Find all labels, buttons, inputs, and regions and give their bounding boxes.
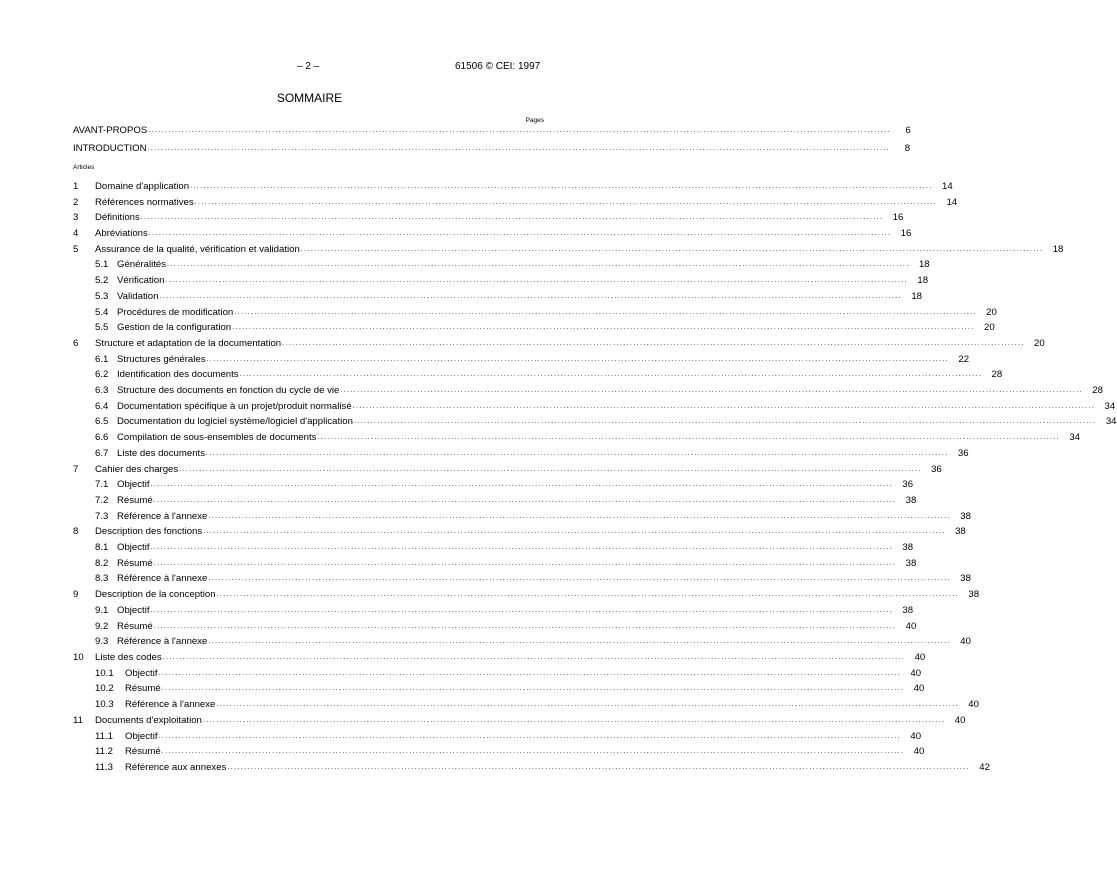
toc-page-number: 14 xyxy=(933,180,953,194)
toc-entry xyxy=(73,400,1116,413)
toc-entry-line xyxy=(95,682,925,696)
toc-entry-text: Description des fonctions xyxy=(95,526,203,537)
toc-leader-dots: .............................................................................................................................................................................................................................. xyxy=(216,591,960,598)
toc-entry-title xyxy=(95,604,151,618)
toc-entry-text: Abréviations xyxy=(95,228,148,239)
toc-entry-title xyxy=(73,124,148,138)
toc-page-number: 38 xyxy=(959,588,979,602)
toc-leader-dots: .............................................................................................................................................................................................................................. xyxy=(208,513,951,520)
toc-page-number: 40 xyxy=(901,667,921,681)
toc-entry-text: Références normatives xyxy=(95,197,194,208)
toc-entry-line xyxy=(95,384,1103,398)
toc-subsection-number: 5.3 xyxy=(95,291,109,302)
toc-entry-text: Objectif xyxy=(117,542,150,553)
toc-subsection-number: 11.2 xyxy=(95,746,113,757)
toc-entry-line xyxy=(95,620,917,634)
toc-entry-title xyxy=(95,431,317,445)
toc-subsection-number: 11.1 xyxy=(95,731,113,742)
toc-entry-title xyxy=(95,620,154,634)
toc-section-number: 4 xyxy=(73,228,79,239)
toc-entry-text: Documents d'exploitation xyxy=(95,715,202,726)
toc-entry xyxy=(73,478,914,491)
toc-entry-line xyxy=(95,494,917,508)
toc-entry-line xyxy=(95,321,995,335)
toc-entry xyxy=(73,745,925,758)
toc-leader-dots: .............................................................................................................................................................................................................................. xyxy=(194,199,938,206)
toc-page-number: 38 xyxy=(893,541,913,555)
toc-subsection-number: 11.3 xyxy=(95,762,113,773)
toc-leader-dots: .............................................................................................................................................................................................................................. xyxy=(165,277,909,284)
toc-entry-text: Objectif xyxy=(125,668,158,679)
toc-entry-line xyxy=(95,447,969,461)
toc-page-number: 34 xyxy=(1095,400,1115,414)
toc-page-number: 42 xyxy=(970,761,990,775)
toc-subsection-number: 7.2 xyxy=(95,495,109,506)
toc-entry-title xyxy=(95,588,217,602)
toc-subsection-number: 10.2 xyxy=(95,683,114,694)
toc-page-number: 40 xyxy=(904,682,924,696)
toc-leader-dots: .............................................................................................................................................................................................................................. xyxy=(162,654,906,661)
toc-subsection-number: 5.1 xyxy=(95,259,109,270)
toc-entry-text: Assurance de la qualité, vérification et validation xyxy=(95,244,300,255)
toc-entry xyxy=(73,525,966,538)
toc-entry-text: Référence aux annexes xyxy=(125,762,227,773)
toc-entry-text: Structure des documents en fonction du cycle de vie xyxy=(117,385,340,396)
toc-subsection-number: 10.1 xyxy=(95,668,114,679)
toc-subsection-number: 8.2 xyxy=(95,558,109,569)
toc-entry xyxy=(73,698,979,711)
toc-entry xyxy=(73,196,958,209)
toc-page-number: 36 xyxy=(893,478,913,492)
toc-entry xyxy=(73,651,926,664)
toc-leader-dots: .............................................................................................................................................................................................................................. xyxy=(216,701,959,708)
toc-entry-text: Domaine d'application xyxy=(95,181,190,192)
toc-leader-dots: .............................................................................................................................................................................................................................. xyxy=(232,324,975,331)
toc-entry-title xyxy=(95,290,159,304)
toc-entry-title xyxy=(95,180,190,194)
toc-entry xyxy=(73,667,922,680)
articles-label: Articles xyxy=(73,164,95,171)
toc-section-number: 2 xyxy=(73,197,79,208)
toc-entry-line xyxy=(95,651,926,665)
toc-page-number: 28 xyxy=(982,368,1002,382)
toc-entry-text: Liste des documents xyxy=(117,448,205,459)
toc-entry xyxy=(73,290,922,303)
toc-page-number: 20 xyxy=(1025,337,1045,351)
toc-entry-text: Généralités xyxy=(117,259,167,270)
toc-entry-line xyxy=(95,463,942,477)
toc-leader-dots: .............................................................................................................................................................................................................................. xyxy=(159,293,902,300)
toc-subsection-number: 7.1 xyxy=(95,479,109,490)
toc-entry-line xyxy=(95,588,980,602)
toc-entry-line xyxy=(95,400,1116,414)
toc-entry-text: Identification des documents xyxy=(117,369,239,380)
toc-entry xyxy=(73,730,922,743)
toc-entry-text: Documentation spécifique à un projet/produit normalisé xyxy=(117,401,352,412)
toc-entry-title xyxy=(95,321,232,335)
toc-entry-line xyxy=(95,180,953,194)
toc-entry-title xyxy=(95,541,151,555)
toc-entry-text: Liste des codes xyxy=(95,652,162,663)
toc-entry-title xyxy=(95,337,282,351)
pages-column-label: Pages xyxy=(525,117,544,124)
toc-entry-line xyxy=(95,227,912,241)
standard-reference-header: 61506 © CEI: 1997 xyxy=(455,61,541,72)
toc-section-number: 11 xyxy=(73,715,83,726)
toc-entry-text: Structure et adaptation de la documentation xyxy=(95,338,282,349)
toc-page-number: 40 xyxy=(905,651,925,665)
toc-entry-line xyxy=(95,572,971,586)
toc-leader-dots: .............................................................................................................................................................................................................................. xyxy=(300,246,1044,253)
toc-entry-title xyxy=(95,745,162,759)
toc-subsection-number: 6.6 xyxy=(95,432,109,443)
toc-entry xyxy=(73,368,1003,381)
toc-entry-title xyxy=(95,651,163,665)
toc-leader-dots: .............................................................................................................................................................................................................................. xyxy=(282,340,1025,347)
toc-page-number: 16 xyxy=(891,227,911,241)
toc-entry-title xyxy=(95,258,167,272)
toc-page-number: 40 xyxy=(951,635,971,649)
toc-entry-text: Référence à l'annexe xyxy=(117,511,208,522)
toc-entry-line xyxy=(95,290,922,304)
toc-page-number: 38 xyxy=(951,572,971,586)
toc-leader-dots: .............................................................................................................................................................................................................................. xyxy=(208,575,951,582)
toc-page-number: 40 xyxy=(901,730,921,744)
toc-entry-title xyxy=(95,698,216,712)
toc-entry-text: Résumé xyxy=(117,495,153,506)
toc-entry-title xyxy=(95,306,234,320)
toc-entry-text: Résumé xyxy=(117,621,153,632)
toc-subsection-number: 6.2 xyxy=(95,369,109,380)
toc-subsection-number: 5.5 xyxy=(95,322,109,333)
toc-page-number: 38 xyxy=(896,557,916,571)
toc-entry xyxy=(73,142,911,155)
toc-entry-line xyxy=(95,510,971,524)
toc-entry-text: Procédures de modification xyxy=(117,307,234,318)
toc-entry xyxy=(73,557,917,570)
toc-leader-dots: .............................................................................................................................................................................................................................. xyxy=(227,764,970,771)
toc-entry-text: Résumé xyxy=(125,746,161,757)
toc-entry-line xyxy=(95,635,971,649)
toc-entry xyxy=(73,180,953,193)
toc-leader-dots: .............................................................................................................................................................................................................................. xyxy=(317,434,1061,441)
toc-entry xyxy=(73,306,997,319)
toc-entry xyxy=(73,353,970,366)
toc-entry xyxy=(73,510,971,523)
toc-entry-text: Compilation de sous-ensembles de documents xyxy=(117,432,317,443)
toc-entry-title xyxy=(95,635,208,649)
toc-entry-text: Définitions xyxy=(95,212,140,223)
toc-leader-dots: .............................................................................................................................................................................................................................. xyxy=(148,230,892,237)
toc-page-number: 40 xyxy=(945,714,965,728)
toc-leader-dots: .............................................................................................................................................................................................................................. xyxy=(140,214,884,221)
toc-entry-title xyxy=(95,557,154,571)
toc-leader-dots: .............................................................................................................................................................................................................................. xyxy=(167,261,910,268)
toc-leader-dots: .............................................................................................................................................................................................................................. xyxy=(150,544,894,551)
toc-subsection-number: 8.3 xyxy=(95,573,109,584)
toc-entry-text: Description de la conception xyxy=(95,589,216,600)
toc-entry xyxy=(73,635,971,648)
toc-subsection-number: 6.4 xyxy=(95,401,109,412)
toc-leader-dots: .............................................................................................................................................................................................................................. xyxy=(208,638,951,645)
toc-page-number: 18 xyxy=(1043,243,1063,257)
toc-entry-title xyxy=(73,142,148,156)
toc-subsection-number: 7.3 xyxy=(95,511,109,522)
toc-entry-title xyxy=(95,211,141,225)
toc-leader-dots: .............................................................................................................................................................................................................................. xyxy=(150,607,894,614)
toc-entry xyxy=(73,227,912,240)
toc-page-number: 14 xyxy=(937,196,957,210)
toc-entry-line xyxy=(95,714,966,728)
toc-entry-text: Référence à l'annexe xyxy=(125,699,216,710)
toc-entry-title xyxy=(95,400,353,414)
toc-subsection-number: 10.3 xyxy=(95,699,114,710)
toc-leader-dots: .............................................................................................................................................................................................................................. xyxy=(153,560,897,567)
page-title: SOMMAIRE xyxy=(276,91,343,105)
toc-page-number: 20 xyxy=(977,306,997,320)
toc-entry-title xyxy=(95,368,240,382)
toc-entry xyxy=(73,761,990,774)
toc-entry-text: Objectif xyxy=(125,731,158,742)
toc-leader-dots: .............................................................................................................................................................................................................................. xyxy=(161,685,905,692)
toc-leader-dots: .............................................................................................................................................................................................................................. xyxy=(353,418,1097,425)
toc-entry xyxy=(73,124,911,137)
toc-entry-line xyxy=(95,306,997,320)
toc-entry-title xyxy=(95,730,159,744)
toc-entry-line xyxy=(95,604,914,618)
toc-entry-title xyxy=(95,243,301,257)
toc-leader-dots: .............................................................................................................................................................................................................................. xyxy=(147,145,891,152)
toc-leader-dots: .............................................................................................................................................................................................................................. xyxy=(158,733,902,740)
toc-entry-text: Objectif xyxy=(117,605,150,616)
toc-entry-title xyxy=(95,384,340,398)
toc-entry-text: Résumé xyxy=(125,683,161,694)
toc-entry-title xyxy=(95,227,149,241)
toc-entry xyxy=(73,620,917,633)
toc-leader-dots: .............................................................................................................................................................................................................................. xyxy=(206,356,950,363)
toc-page-number: 38 xyxy=(896,494,916,508)
toc-section-number: 8 xyxy=(73,526,79,537)
toc-entry-text: Vérification xyxy=(117,275,165,286)
toc-entry xyxy=(73,431,1081,444)
toc-entry-line xyxy=(95,698,979,712)
toc-entry xyxy=(73,243,1064,256)
toc-entry xyxy=(73,494,917,507)
toc-entry-text: Cahier des charges xyxy=(95,464,179,475)
toc-entry xyxy=(73,682,925,695)
toc-entry-line xyxy=(95,243,1064,257)
toc-subsection-number: 6.5 xyxy=(95,416,109,427)
toc-entry-line xyxy=(95,415,1117,429)
toc-entry-line xyxy=(95,730,922,744)
toc-page-number: 18 xyxy=(910,258,930,272)
toc-page-number: 34 xyxy=(1060,431,1080,445)
toc-entry-title xyxy=(95,274,165,288)
toc-entry-line xyxy=(95,353,970,367)
toc-leader-dots: .............................................................................................................................................................................................................................. xyxy=(153,623,897,630)
toc-entry xyxy=(73,447,969,460)
toc-section-number: 7 xyxy=(73,464,79,475)
toc-entry-text: Référence à l'annexe xyxy=(117,636,208,647)
toc-entry-title xyxy=(95,478,151,492)
toc-entry-line xyxy=(95,761,990,775)
toc-page-number: 34 xyxy=(1097,415,1117,429)
toc-leader-dots: .............................................................................................................................................................................................................................. xyxy=(352,403,1096,410)
toc-entry xyxy=(73,572,971,585)
toc-entry-title xyxy=(95,525,203,539)
toc-entry xyxy=(73,321,995,334)
toc-leader-dots: .............................................................................................................................................................................................................................. xyxy=(161,748,905,755)
toc-leader-dots: .............................................................................................................................................................................................................................. xyxy=(203,528,946,535)
toc-leader-dots: .............................................................................................................................................................................................................................. xyxy=(150,481,894,488)
toc-leader-dots: .............................................................................................................................................................................................................................. xyxy=(190,183,933,190)
toc-leader-dots: .............................................................................................................................................................................................................................. xyxy=(239,371,983,378)
toc-leader-dots: .............................................................................................................................................................................................................................. xyxy=(148,127,891,134)
toc-entry-title xyxy=(95,447,206,461)
toc-entry xyxy=(73,463,942,476)
toc-entry-title xyxy=(95,353,207,367)
toc-page-number: 18 xyxy=(908,274,928,288)
toc-page-number: 20 xyxy=(975,321,995,335)
toc-entry-title xyxy=(95,510,208,524)
toc-entry xyxy=(73,588,980,601)
toc-entry xyxy=(73,541,914,554)
toc-entry-line xyxy=(73,124,911,138)
toc-entry xyxy=(73,604,914,617)
toc-entry xyxy=(73,384,1103,397)
toc-page-number: 38 xyxy=(946,525,966,539)
toc-entry-title xyxy=(95,494,154,508)
toc-section-number: 1 xyxy=(73,181,79,192)
toc-subsection-number: 9.3 xyxy=(95,636,109,647)
toc-entry-text: INTRODUCTION xyxy=(73,143,147,154)
toc-leader-dots: .............................................................................................................................................................................................................................. xyxy=(234,309,977,316)
toc-section-number: 10 xyxy=(73,652,84,663)
toc-page-number: 38 xyxy=(893,604,913,618)
toc-entry-text: Documentation du logiciel système/logiciel d'application xyxy=(117,416,353,427)
toc-entry-title xyxy=(95,196,195,210)
toc-entry-line xyxy=(95,196,958,210)
toc-subsection-number: 9.2 xyxy=(95,621,109,632)
toc-leader-dots: .............................................................................................................................................................................................................................. xyxy=(340,387,1083,394)
toc-entry-text: Résumé xyxy=(117,558,153,569)
toc-entry-title xyxy=(95,572,208,586)
toc-section-number: 6 xyxy=(73,338,79,349)
toc-entry xyxy=(73,258,930,271)
toc-section-number: 9 xyxy=(73,589,79,600)
toc-entry-line xyxy=(95,337,1045,351)
toc-entry xyxy=(73,415,1117,428)
toc-page-number: 40 xyxy=(959,698,979,712)
toc-subsection-number: 6.3 xyxy=(95,385,109,396)
toc-leader-dots: .............................................................................................................................................................................................................................. xyxy=(153,497,897,504)
toc-page-number: 36 xyxy=(922,463,942,477)
toc-entry-line xyxy=(95,258,930,272)
toc-leader-dots: .............................................................................................................................................................................................................................. xyxy=(158,670,902,677)
toc-entry-line xyxy=(95,368,1003,382)
toc-page-number: 6 xyxy=(891,124,911,138)
toc-entry-title xyxy=(95,415,354,429)
toc-page-number: 18 xyxy=(902,290,922,304)
toc-entry-line xyxy=(95,525,966,539)
toc-entry-line xyxy=(73,142,911,156)
toc-entry-line xyxy=(95,274,929,288)
toc-entry-line xyxy=(95,541,914,555)
toc-page-number: 8 xyxy=(890,142,910,156)
toc-subsection-number: 6.7 xyxy=(95,448,109,459)
toc-subsection-number: 8.1 xyxy=(95,542,109,553)
toc-leader-dots: .............................................................................................................................................................................................................................. xyxy=(179,466,922,473)
toc-entry xyxy=(73,337,1045,350)
toc-page-number: 38 xyxy=(951,510,971,524)
toc-section-number: 5 xyxy=(73,244,79,255)
toc-entry-text: Objectif xyxy=(117,479,150,490)
toc-leader-dots: .............................................................................................................................................................................................................................. xyxy=(202,717,946,724)
toc-entry-title xyxy=(95,761,227,775)
toc-leader-dots: .............................................................................................................................................................................................................................. xyxy=(206,450,949,457)
toc-page-number: 40 xyxy=(904,745,924,759)
toc-entry-text: AVANT-PROPOS xyxy=(73,125,148,136)
toc-entry xyxy=(73,714,966,727)
toc-entry-line xyxy=(95,745,925,759)
toc-entry xyxy=(73,274,929,287)
toc-section-number: 3 xyxy=(73,212,79,223)
toc-entry-line xyxy=(95,431,1081,445)
toc-entry-line xyxy=(95,478,914,492)
toc-subsection-number: 5.4 xyxy=(95,307,109,318)
toc-subsection-number: 5.2 xyxy=(95,275,109,286)
toc-page-number: 22 xyxy=(949,353,969,367)
toc-entry xyxy=(73,211,904,224)
toc-entry-title xyxy=(95,682,162,696)
toc-subsection-number: 6.1 xyxy=(95,354,109,365)
toc-entry-line xyxy=(95,667,922,681)
toc-entry-line xyxy=(95,211,904,225)
toc-page-number: 40 xyxy=(896,620,916,634)
toc-page-number: 36 xyxy=(949,447,969,461)
toc-page-number: 16 xyxy=(883,211,903,225)
toc-entry-text: Validation xyxy=(117,291,159,302)
toc-subsection-number: 9.1 xyxy=(95,605,109,616)
toc-entry-text: Gestion de la configuration xyxy=(117,322,232,333)
toc-entry-text: Référence à l'annexe xyxy=(117,573,208,584)
toc-page-number: 28 xyxy=(1083,384,1103,398)
page-number-header: – 2 – xyxy=(297,61,320,72)
toc-entry-title xyxy=(95,667,159,681)
toc-entry-text: Structures générales xyxy=(117,354,206,365)
toc-entry-title xyxy=(95,463,179,477)
toc-entry-line xyxy=(95,557,917,571)
toc-entry-title xyxy=(95,714,203,728)
